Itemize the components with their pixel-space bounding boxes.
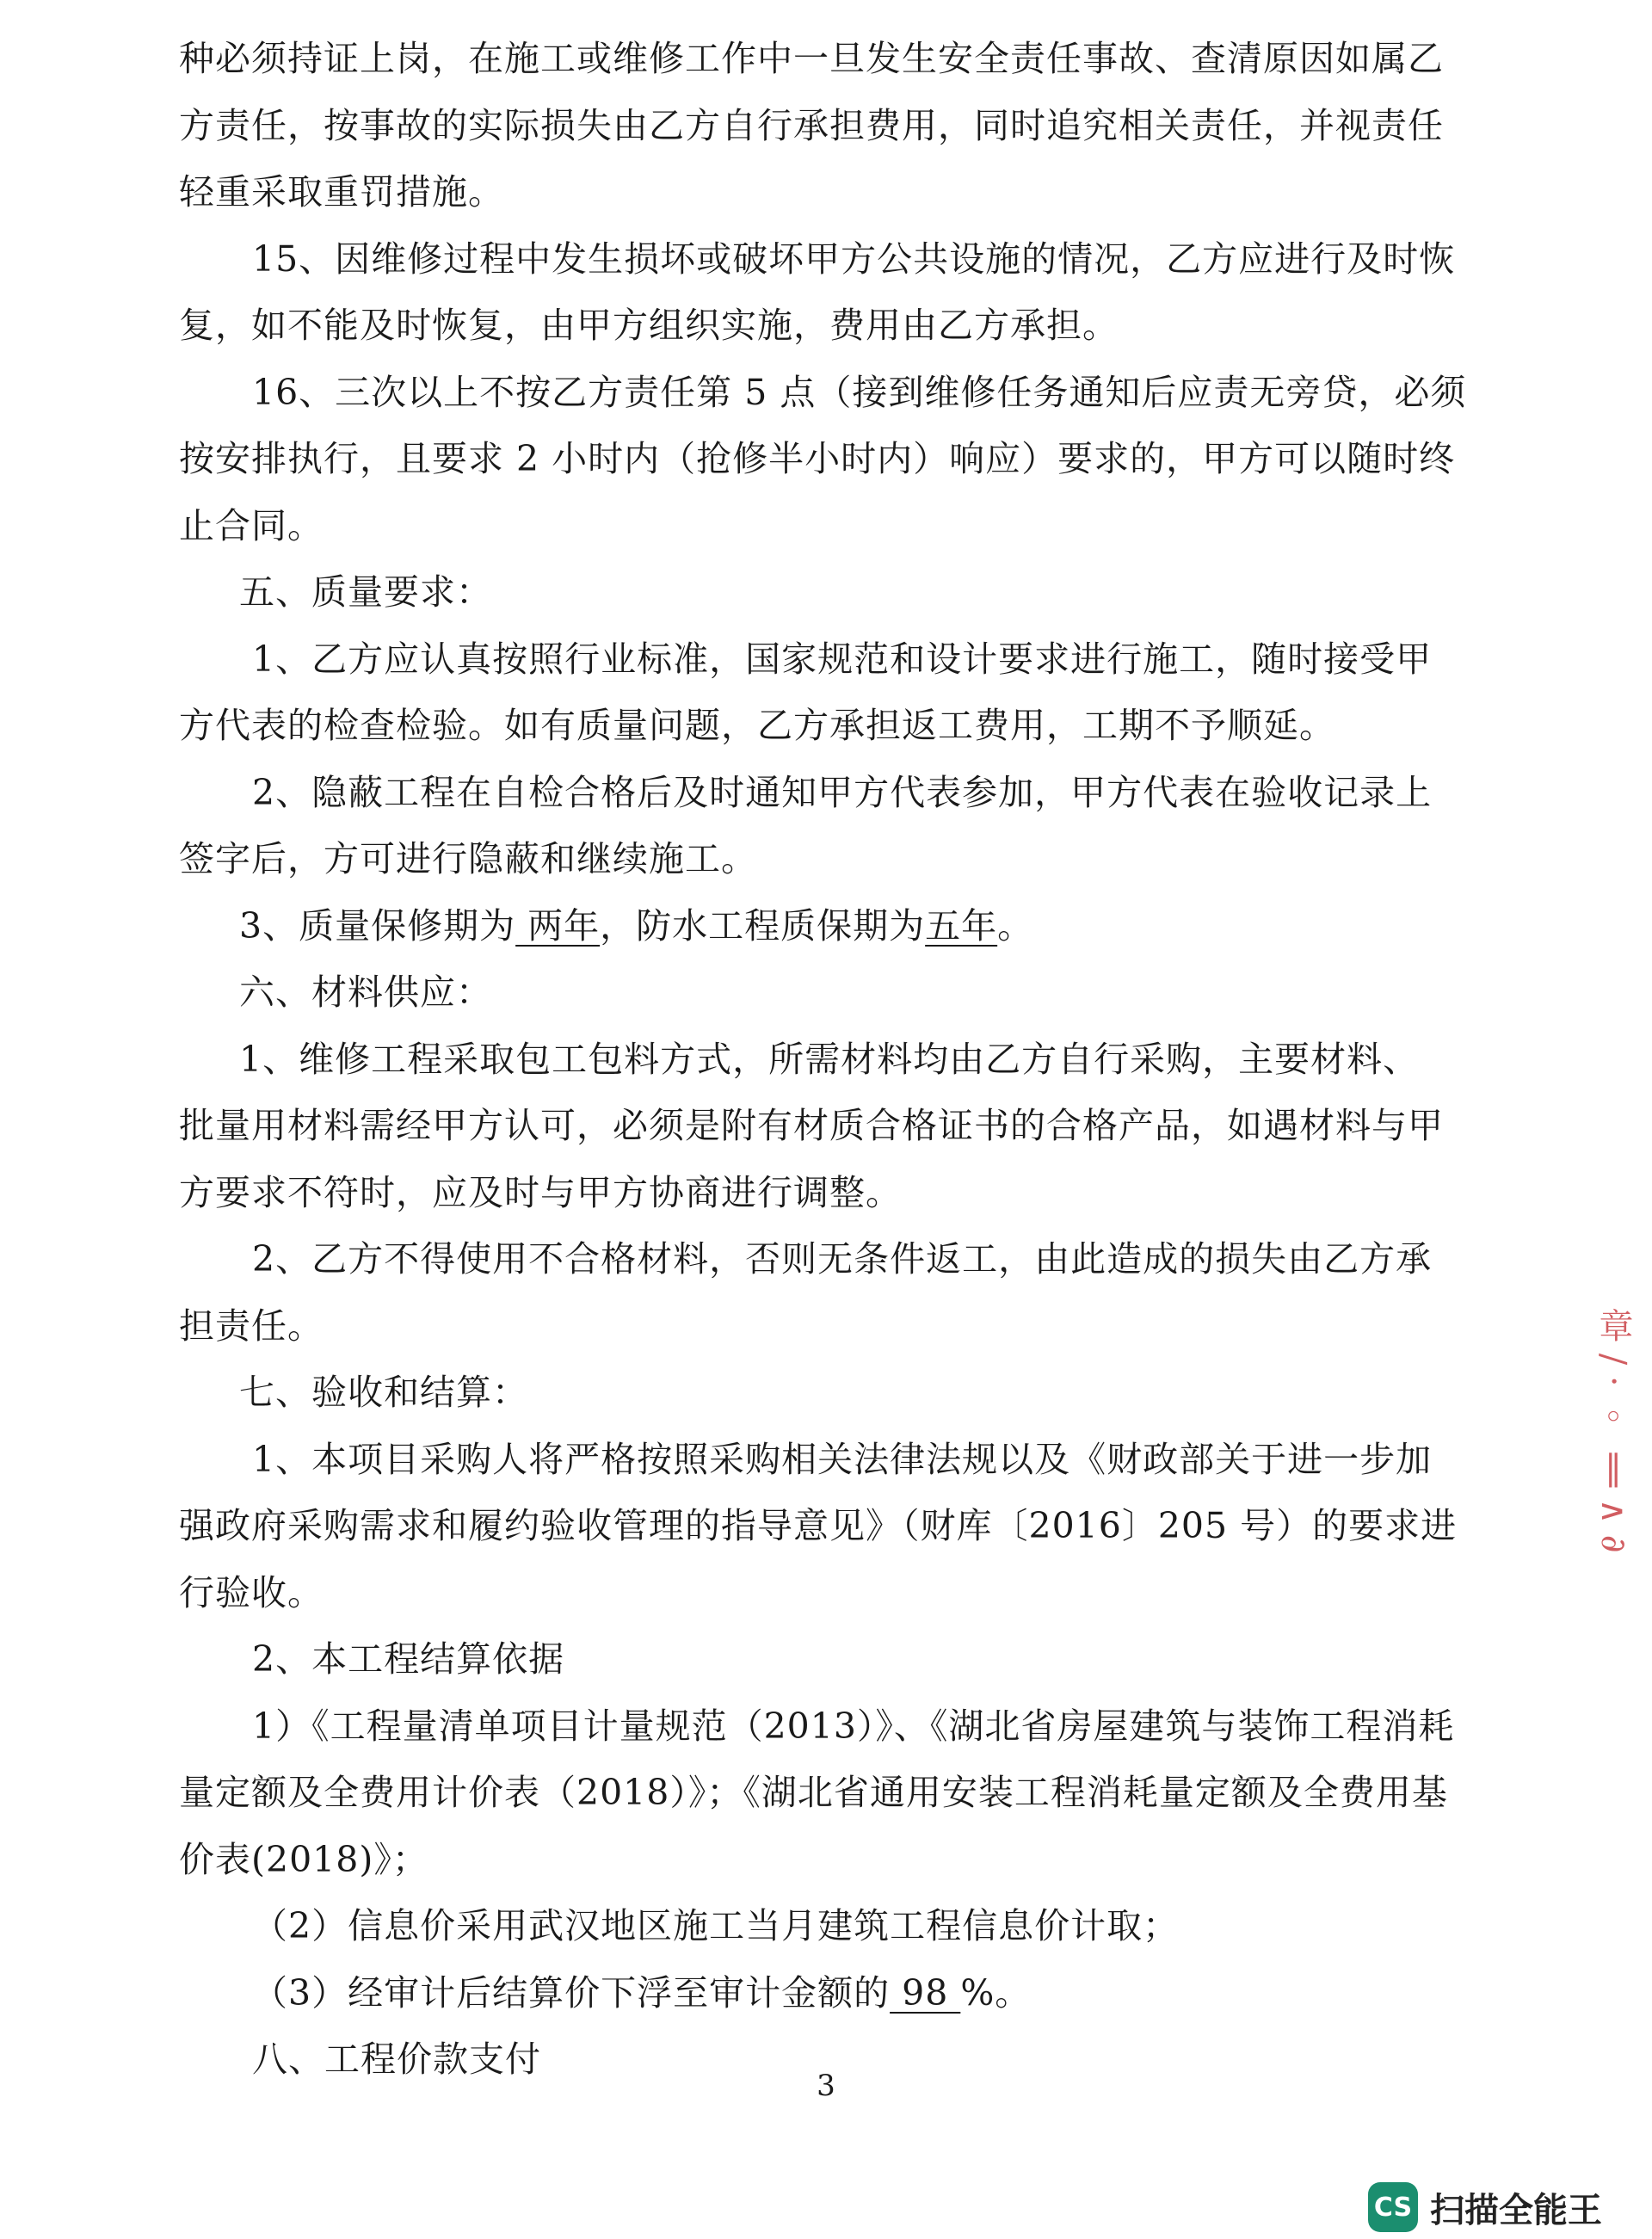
quality-clause-1: 1、乙方应认真按照行业标准，国家规范和设计要求进行施工，随时接受甲 <box>252 638 1433 680</box>
clause-16: 16、三次以上不按乙方责任第 5 点（接到维修任务通知后应责无旁贷，必须 <box>252 371 1467 413</box>
materials-clause-1: 1、维修工程采取包工包料方式，所需材料均由乙方自行采购，主要材料、 <box>239 1038 1420 1080</box>
watermark-text: 扫描全能王 <box>1430 2190 1602 2230</box>
text-line: 强政府采购需求和履约验收管理的指导意见》（财库〔2016〕205 号）的要求进 <box>179 1505 1458 1546</box>
text-line: 量定额及全费用计价表（2018）》；《湖北省通用安装工程消耗量定额及全费用基 <box>179 1772 1448 1813</box>
text-line: 种必须持证上岗，在施工或维修工作中一旦发生安全责任事故、查清原因如属乙 <box>179 38 1444 79</box>
settlement-basis-2: （2）信息价采用武汉地区施工当月建筑工程信息价计取； <box>252 1905 1180 1946</box>
warranty-label: 3、质量保修期为 <box>239 904 516 947</box>
seal-stamp-fragment: 章 ∕ · ◦ ‖ ∧ ∂ <box>1593 1308 1633 1553</box>
quality-clause-2: 2、隐蔽工程在自检合格后及时通知甲方代表参加，甲方代表在验收记录上 <box>252 771 1433 813</box>
text-line: 复，如不能及时恢复，由甲方组织实施，费用由乙方承担。 <box>179 305 1119 346</box>
waterproof-label: ，防水工程质保期为 <box>600 904 926 947</box>
text-line: 价表(2018)》； <box>179 1838 428 1880</box>
text-line: 行验收。 <box>179 1571 324 1613</box>
settlement-basis-1: 1）《工程量清单项目计量规范（2013）》、《湖北省房屋建筑与装饰工程消耗 <box>252 1705 1455 1747</box>
acceptance-clause-2: 2、本工程结算依据 <box>252 1638 565 1680</box>
warranty-period: 两年 <box>515 904 601 947</box>
waterproof-period: 五年 <box>925 904 998 947</box>
section-heading-payment: 八、工程价款支付 <box>252 2039 541 2080</box>
text-line: 轻重采取重罚措施。 <box>179 171 504 213</box>
scanner-watermark <box>1368 2177 1602 2237</box>
text-line: 担责任。 <box>179 1305 324 1347</box>
text-line: 止合同。 <box>179 504 324 546</box>
document-body <box>179 26 1467 2094</box>
text-line: 按安排执行，且要求 2 小时内（抢修半小时内）响应）要求的，甲方可以随时终 <box>179 438 1456 479</box>
clause-15: 15、因维修过程中发生损坏或破坏甲方公共设施的情况，乙方应进行及时恢 <box>252 237 1456 280</box>
page-number: 3 <box>817 2069 835 2103</box>
text-line: 方代表的检查检验。如有质量问题，乙方承担返工费用，工期不予顺延。 <box>179 705 1335 746</box>
text-line: 方要求不符时，应及时与甲方协商进行调整。 <box>179 1171 902 1213</box>
acceptance-clause-1: 1、本项目采购人将严格按照采购相关法律法规以及《财政部关于进一步加 <box>252 1438 1433 1480</box>
materials-clause-2: 2、乙方不得使用不合格材料，否则无条件返工，由此造成的损失由乙方承 <box>252 1238 1433 1280</box>
section-heading-quality: 五、质量要求： <box>239 571 492 613</box>
discount-rate: 98 <box>890 1971 961 2014</box>
camscanner-logo-icon: CS <box>1368 2182 1418 2232</box>
text-line: 签字后，方可进行隐蔽和继续施工。 <box>179 838 757 879</box>
text-line: 方责任，按事故的实际损失由乙方自行承担费用，同时追究相关责任，并视责任 <box>179 104 1444 146</box>
quality-clause-3: 3、质量保修期为 两年，防水工程质保期为五年。 <box>239 904 1034 947</box>
settlement-basis-3: （3）经审计后结算价下浮至审计金额的 98 %。 <box>252 1971 1032 2014</box>
text-line: 批量用材料需经甲方认可，必须是附有材质合格证书的合格产品，如遇材料与甲 <box>179 1105 1444 1146</box>
section-heading-acceptance: 七、验收和结算： <box>239 1372 528 1413</box>
section-heading-materials: 六、材料供应： <box>239 971 492 1013</box>
